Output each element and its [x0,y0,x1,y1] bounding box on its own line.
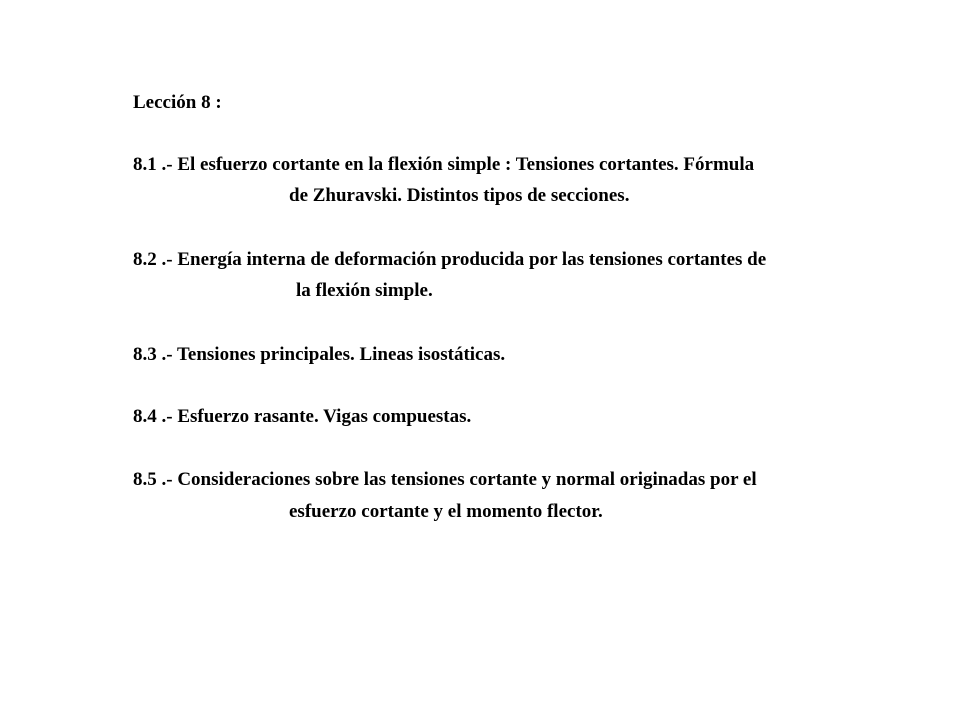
lesson-title: Lección 8 : [133,92,222,113]
section-8-4: 8.4 .- Esfuerzo rasante. Vigas compuestas. [133,406,472,427]
section-8-2-line-2: la flexión simple. [296,280,433,301]
section-8-5-line-1: 8.5 .- Consideraciones sobre las tensiones cortante y normal originadas por el [133,469,757,490]
section-8-2-line-1: 8.2 .- Energía interna de deformación producida por las tensiones cortantes de [133,249,767,270]
section-8-5-line-2: esfuerzo cortante y el momento flector. [289,501,603,522]
section-8-1-line-2: de Zhuravski. Distintos tipos de secciones. [289,185,630,206]
section-8-1-line-1: 8.1 .- El esfuerzo cortante en la flexión simple : Tensiones cortantes. Fórmula [133,154,755,175]
section-8-3: 8.3 .- Tensiones principales. Lineas isostáticas. [133,344,506,365]
